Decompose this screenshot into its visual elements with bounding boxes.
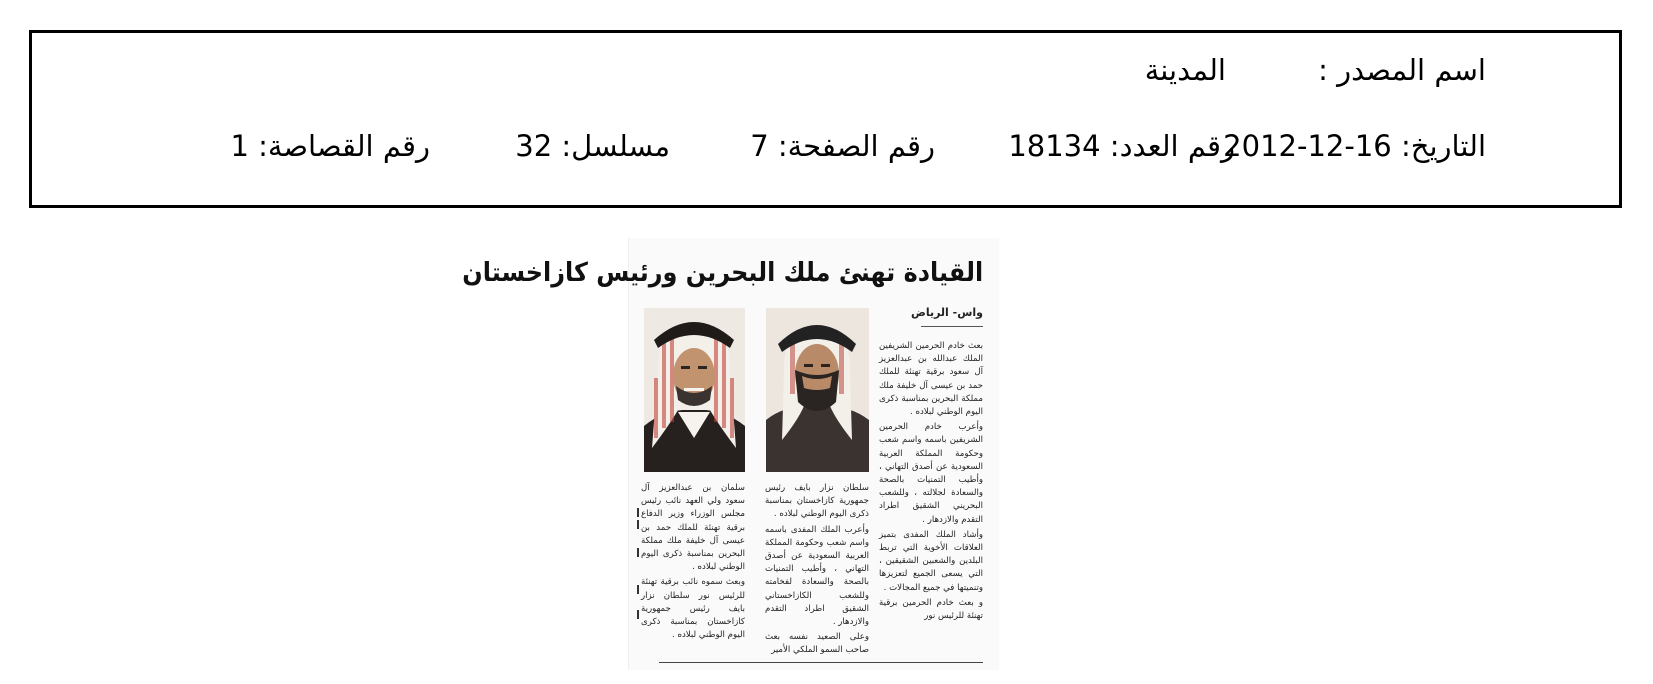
article-paragraph: وعلى الصعيد نفسه بعث صاحب السمو الملكي الأمير (765, 632, 869, 656)
dateline-rule (921, 326, 983, 327)
article-dateline: واس- الرياض (911, 306, 983, 319)
adjacent-column-mark (637, 548, 639, 557)
page-number-field: رقم الصفحة: 7 (750, 129, 935, 163)
issue-number-field: رقم العدد: 18134 (1008, 129, 1235, 163)
article-paragraph: وبعث سموه نائب برقية تهنئة للرئيس نور سلطان نزار بايف رئيس جمهورية كازاخستان بمناسبة ذكرى اليوم الوطني لبلاده . (641, 577, 745, 641)
article-paragraph: و بعث خادم الحرمين برقية تهنئة للرئيس نور (879, 597, 983, 622)
article-paragraph: سلطان نزار بايف رئيس جمهورية كازاخستان بمناسبة ذكرى اليوم الوطني لبلاده . (765, 483, 869, 520)
clipping-bottom-rule (659, 662, 983, 663)
date-field: التاريخ: 16-12-2012 (1223, 129, 1486, 163)
clip-number-field: رقم القصاصة: 1 (230, 129, 430, 163)
adjacent-column-mark (637, 508, 639, 517)
article-paragraph: بعث خادم الحرمين الشريفين الملك عبدالله بن عبدالعزيز آل سعود برقية تهنئة للملك حمد بن عيسى آل خليفة ملك مملكة البحرين بمناسبة ذكرى اليوم الوطني لبلاده . (879, 341, 983, 418)
portrait-image (644, 308, 745, 472)
source-label: اسم المصدر : (1318, 53, 1486, 87)
article-column-1 (879, 340, 983, 625)
article-paragraph: وأعرب الملك المفدى باسمه واسم شعب وحكومة المملكة العربية السعودية عن أصدق التهاني ، وأطيب التمنيات بالصحة والسعادة لفخامته وللشعب الكازاخستاني الشقيق اطراد التقدم والازدهار . (765, 524, 869, 628)
serial-number-field: مسلسل: 32 (515, 129, 670, 163)
source-value: المدينة (1144, 53, 1226, 87)
adjacent-column-mark (637, 610, 639, 619)
article-paragraph: وأعرب خادم الحرمين الشريفين باسمه واسم شعب وحكومة المملكة العربية السعودية عن أصدق التهاني ، وأطيب التمنيات بالصحة والسعادة لجلالته ، وللشعب البحريني الشقيق اطراد التقدم والازدهار . (879, 422, 983, 525)
adjacent-column-mark (637, 520, 639, 529)
newspaper-clipping (462, 238, 999, 670)
article-paragraph: وأشاد الملك المفدى بتميز العلاقات الأخوية التي تربط البلدين والشعبين الشقيقين ، التي يسعى الجميع لتعزيزها وتنميتها في جميع المجالات . (879, 529, 983, 593)
article-column-2 (765, 482, 869, 660)
article-headline: القيادة تهنئ ملك البحرين ورئيس كازاخستان (462, 258, 983, 288)
portrait-photo-crown-prince-salman (644, 308, 745, 472)
portrait-image (766, 308, 869, 472)
article-column-3 (641, 482, 745, 644)
adjacent-column-mark (637, 585, 639, 594)
article-paragraph: سلمان بن عبدالعزيز آل سعود ولي العهد نائب رئيس مجلس الوزراء وزير الدفاع برقية تهنئة للملك حمد بن عيسى آل خليفة ملك مملكة البحرين بمناسبة ذكرى اليوم الوطني لبلاده . (641, 483, 745, 573)
portrait-photo-king-abdullah (766, 308, 869, 472)
